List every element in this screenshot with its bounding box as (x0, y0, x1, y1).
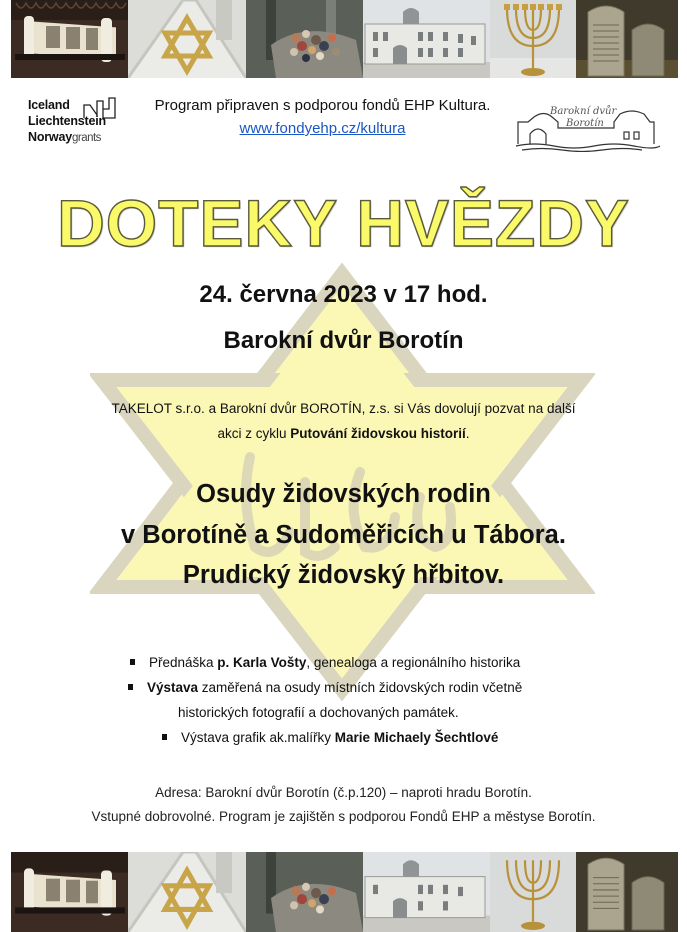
program-item-graphics-exhibition: Výstava grafik ak.malířky Marie Michaely Šechtlové (162, 730, 498, 745)
program-item-exhibition-continuation: historických fotografií a dochovaných památek. (178, 705, 459, 720)
bullet-square-icon (130, 659, 135, 665)
admission-note: Vstupné dobrovolné. Program je zajištěn s podporou Fondů EHP a městyse Borotín. (91, 809, 596, 824)
bottom-photo-strip (11, 852, 678, 932)
topic-line-1: Osudy židovských rodin (196, 480, 491, 508)
synagogue-photo (363, 0, 490, 78)
gravestones-photo (576, 0, 678, 78)
memorial-stones-photo (246, 0, 363, 78)
bullet-square-icon (128, 684, 133, 690)
program-item-lecture: Přednáška p. Karla Vošty, genealoga a regionálního historika (130, 655, 520, 670)
torah-scroll-photo (11, 0, 128, 78)
topic-line-3: Prudický židovský hřbitov. (182, 561, 505, 589)
invitation-line-2-suffix: . (465, 426, 470, 441)
eea-grants-logo (28, 97, 120, 157)
torah-scroll-photo (11, 852, 128, 932)
eea-logo-liechtenstein: Liechtenstein (28, 114, 106, 128)
eea-logo-norway: Norway (28, 130, 72, 144)
topic-line-2: v Borotíně a Sudoměřicích u Tábora. (121, 521, 566, 549)
eea-grants-mark-icon (83, 97, 117, 119)
eea-logo-iceland: Iceland (28, 98, 70, 112)
star-of-david-photo (128, 852, 246, 932)
synagogue-photo (363, 852, 490, 932)
menorah-photo (490, 852, 576, 932)
dvur-logo-line2: Borotín (566, 118, 604, 129)
gravestones-photo (576, 852, 678, 932)
event-venue: Barokní dvůr Borotín (223, 327, 464, 354)
eea-logo-grants: grants (71, 132, 101, 144)
address-text: Adresa: Barokní dvůr Borotín (č.p.120) – naproti hradu Borotín. (155, 785, 532, 800)
address-block (0, 781, 687, 829)
program-item-exhibition: Výstava zaměřená na osudy místních židovských rodin včetně (128, 680, 522, 695)
invitation-line-2-prefix: akci z cyklu (217, 426, 291, 441)
dvur-logo-line1: Barokní dvůr (550, 106, 617, 117)
star-of-david-photo (128, 0, 246, 78)
invitation-text (60, 396, 627, 446)
poster-title: DOTEKY HVĚZDY (57, 186, 630, 260)
bullet-square-icon (162, 734, 167, 740)
menorah-photo (490, 0, 576, 78)
event-date: 24. června 2023 v 17 hod. (199, 281, 488, 308)
top-photo-strip (11, 0, 678, 78)
invitation-line-1: TAKELOT s.r.o. a Barokní dvůr BOROTÍN, z.s. si Vás dovolují pozvat na další (111, 401, 576, 416)
memorial-stones-photo (246, 852, 363, 932)
barokni-dvur-logo (514, 100, 662, 152)
series-name: Putování židovskou historií (290, 426, 466, 441)
funding-website-link[interactable]: www.fondyehp.cz/kultura (239, 120, 406, 137)
funding-notice (135, 97, 510, 138)
funding-notice-text: Program připraven s podporou fondů EHP Kultura. (154, 97, 491, 114)
